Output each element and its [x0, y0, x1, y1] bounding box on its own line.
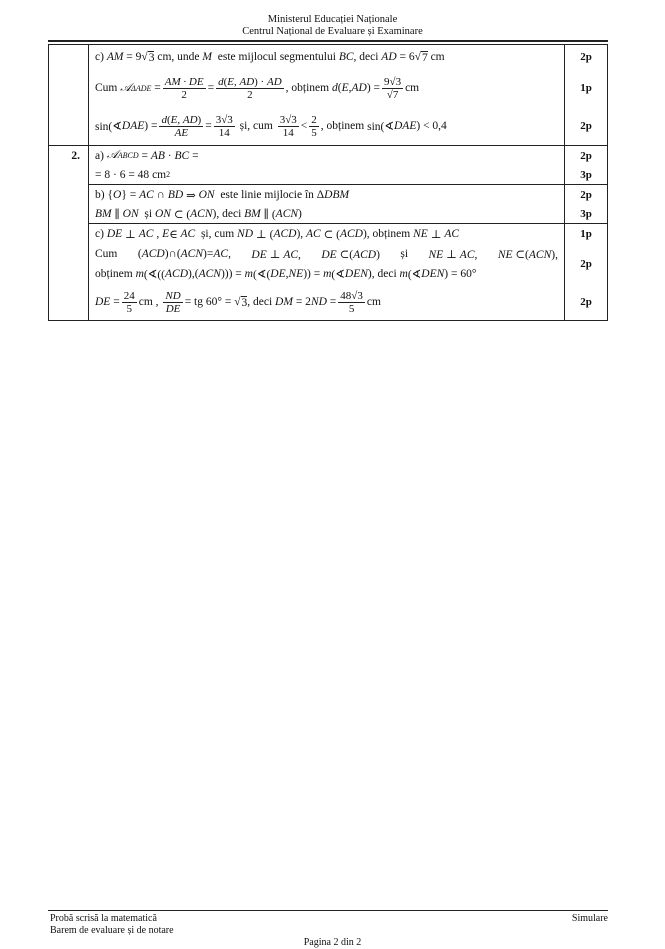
table-row: [49, 185, 608, 224]
points-value: 2p: [580, 188, 592, 201]
points-value: 1p: [580, 228, 592, 240]
points-value: 3p: [580, 207, 592, 220]
points-value: 2p: [580, 258, 592, 270]
points-value: 2p: [580, 51, 592, 63]
solution-line: BM ∥ ON și ON ⊂ ( ACN ) , deci BM ∥ ( ACN ): [95, 207, 302, 221]
solution-line: Cum (ACD)∩(ACN)=AC, DE ⊥ AC, DE ⊂(ACD) și NE ⊥ AC, NE ⊂(ACN),: [95, 248, 558, 261]
solution-line: a) 𝒜 ABCD = AB · BC =: [95, 149, 199, 162]
footer-left: [50, 913, 174, 937]
solution-line: = 8 · 6 = 48 cm 2: [95, 168, 171, 181]
problem-number: 2.: [49, 146, 89, 321]
center-name: Centrul Național de Evaluare și Examinare: [242, 26, 423, 37]
solution-line: c) DE ⊥ AC , E ∈ AC și, cum ND ⊥ ( ACD ), AC ⊂ ( ACD ) , obținem NE ⊥ AC: [95, 228, 460, 241]
table-row: [49, 146, 608, 185]
solution-line: DE = $\frac{24}{5}$ cm , $\frac{ND}{DE}$ = tg 60° = √ 3 , deci DM = 2 ND = $\frac{48 √ 3}{5}$ cm: [89, 284, 564, 320]
problem-number: [49, 45, 89, 146]
table-row: [49, 224, 608, 321]
grading-table: [48, 44, 608, 321]
solution-line: sin(∢ DAE ) = $\frac{d(E, AD)}{AE}$ = $\frac{3 √ 3}{14}$ și, cum $\frac{3 √ 3}{14}$ < $\frac{2}{5}$ , obținem sin(∢ DAE ) < 0,4: [89, 107, 564, 145]
solution-cell: [89, 45, 565, 146]
footer-divider: [48, 910, 608, 911]
document-type: Barem de evaluare și de notare: [50, 925, 174, 936]
solution-line: obținem m (∢(( ACD ),( ACN ))) = m (∢( DE , NE )) = m (∢ DEN ) , deci m (∢ DEN ) = 60°: [95, 268, 477, 281]
points-value: 2p: [580, 120, 592, 132]
points-value: 3p: [580, 168, 592, 181]
document-header: [0, 14, 665, 38]
page-number: Pagina 2 din 2: [303, 937, 362, 948]
solution-cell: [89, 185, 565, 224]
solution-line: Cum 𝒜 ΔADE = $\frac{AM \cdot DE}{2}$ = $\frac{d(E, AD) \cdot AD}{2}$ , obținem d ( E , AD ) = 9 √ 3 √ 7 cm: [89, 69, 564, 107]
solution-line: b) { O } = AC ∩ BD ⇒ ON este linie mijlocie în Δ DBM: [95, 188, 350, 202]
points-value: 2p: [580, 149, 592, 162]
points-cell: [565, 185, 608, 224]
points-cell: [565, 146, 608, 185]
solution-cell: [89, 224, 565, 321]
exam-session: Simulare: [571, 913, 608, 924]
points-value: 2p: [580, 296, 592, 308]
header-divider: [48, 40, 608, 42]
solution-line: c) AM = 9 √ 3 cm , unde M este mijlocul segmentului BC , deci AD = 6 √ 7 cm: [89, 45, 564, 69]
exam-subject: Probă scrisă la matematică: [50, 913, 157, 924]
points-value: 1p: [580, 82, 592, 94]
ministry-name: Ministerul Educației Naționale: [267, 14, 398, 25]
points-cell: [565, 45, 608, 146]
points-cell: [565, 224, 608, 321]
solution-cell: [89, 146, 565, 185]
table-row: [49, 45, 608, 146]
